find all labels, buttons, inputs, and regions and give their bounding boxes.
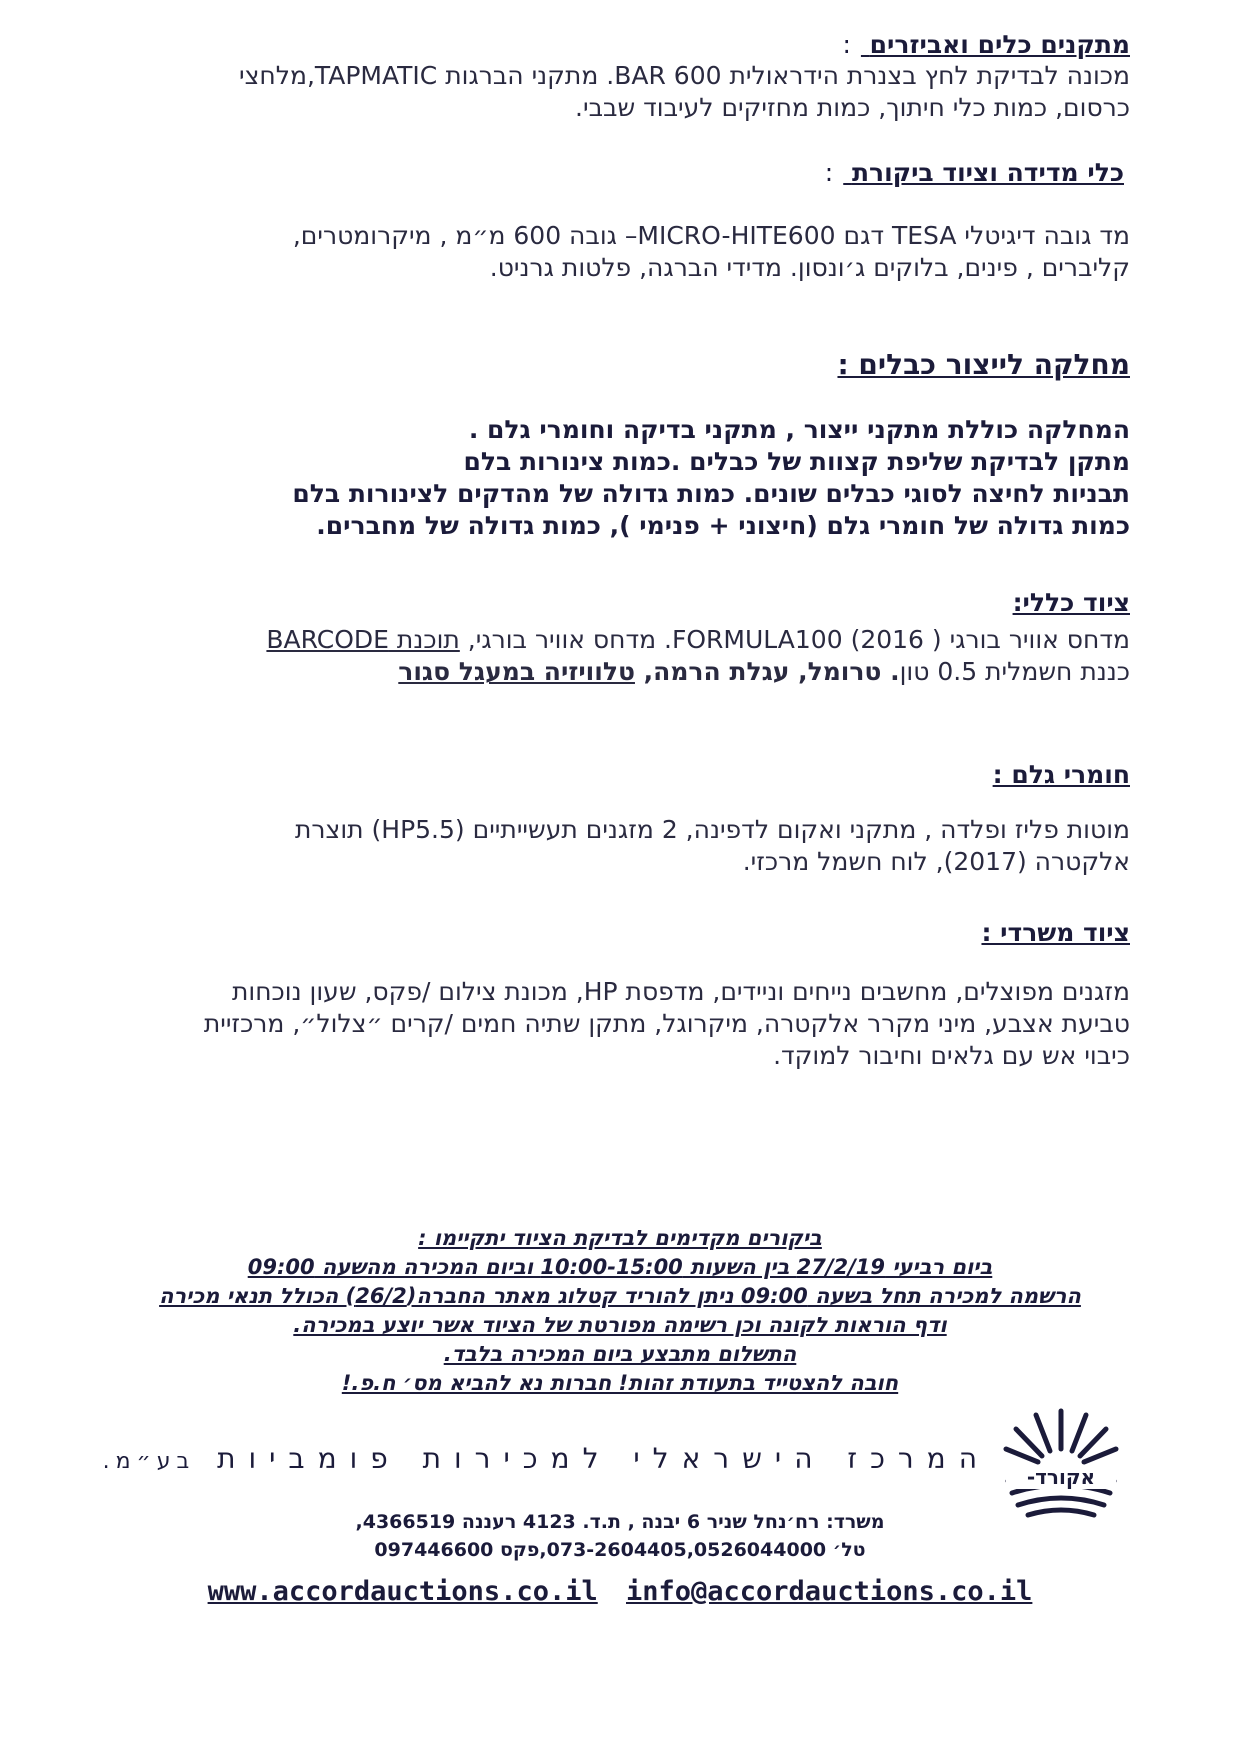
tools-line-2: כרסום, כמות כלי חיתוך, כמות מחזיקים לעיבוד שבבי.	[575, 93, 1130, 122]
general-line-2: כננת חשמלית 0.5 טון. טרומל, עגלת הרמה, טלוויזיה במעגל סגור	[398, 657, 1130, 686]
notice-line-1: ביקורים מקדימים לבדיקת הציוד יתקיימו :	[418, 1226, 822, 1250]
general-section	[110, 588, 1130, 688]
cables-lines	[110, 414, 1130, 542]
notice-line-2: ביום רביעי 27/2/19 בין השעות 10:00-15:00 וביום המכירה מהשעה 09:00	[247, 1255, 993, 1279]
office-line-1: מזגנים מפוצלים, מחשבים נייחים וניידים, מדפסת HP, מכונת צילום /פקס, שעון נוכחות	[231, 977, 1130, 1006]
cables-line-2: מתקן לבדיקת שליפת קצוות של כבלים .כמות צינורות בלם	[463, 447, 1130, 476]
measuring-line-2: קליברים , פינים, בלוקים ג׳ונסון. מדידי הברגה, פלטות גרניט.	[489, 253, 1130, 282]
phone-fax: טל׳ 073-2604405,0526044000,פקס 097446600	[374, 1539, 866, 1561]
measuring-section	[110, 158, 1130, 284]
raw-line-1: מוטות פליז ופלדה , מתקני ואקום לדפינה, 2 מזגנים תעשייתיים (HP5.5) תוצרת	[294, 815, 1130, 844]
office-address: משרד: רח׳נחל שניר 6 יבנה , ת.ד. 4123 רעננה 4366519,	[355, 1511, 885, 1533]
raw-line-2: אלקטרה (2017), לוח חשמל מרכזי.	[742, 847, 1130, 876]
company-logo	[1002, 1405, 1120, 1523]
website-link[interactable]: www.accordauctions.co.il	[207, 1576, 598, 1607]
office-section	[110, 918, 1130, 1072]
organization-name: המרכז הישראלי למכירות פומביות בע״מ.	[102, 1442, 990, 1475]
cables-heading: מחלקה לייצור כבלים :	[837, 348, 1130, 381]
cables-line-1: המחלקה כוללת מתקני ייצור , מתקני בדיקה וחומרי גלם .	[468, 415, 1130, 444]
contact-links	[0, 1576, 1240, 1607]
measuring-heading: כלי מדידה וציוד ביקורת :	[824, 158, 1124, 187]
tools-heading: מתקנים כלים ואביזרים :	[842, 30, 1130, 59]
raw-heading: חומרי גלם :	[992, 760, 1130, 789]
notice-line-3: הרשמה למכירה תחל בשעה 09:00 ניתן להוריד קטלוג מאתר החברה(26/2) הכולל תנאי מכירה	[159, 1284, 1081, 1308]
general-line-1: מדחס אוויר בורגי FORMULA100 (2016 ). מדחס אוויר בורגי, תוכנת BARCODE	[266, 625, 1130, 654]
general-heading: ציוד כללי:	[1012, 588, 1130, 617]
office-line-2: טביעת אצבע, מיני מקרר אלקטרה, מיקרוגל, מתקן שתיה חמים /קרים ״צלול״, מרכזיית	[203, 1009, 1130, 1038]
tools-section	[110, 30, 1130, 124]
sunburst-logo-icon	[1002, 1405, 1120, 1523]
cables-section	[110, 348, 1130, 542]
notice-line-6: חובה להצטייד בתעודת זהות! חברות נא להביא מס׳ ח.פ.!	[341, 1371, 899, 1395]
cctv: טלוויזיה במעגל סגור	[398, 657, 635, 686]
cables-line-3: תבניות לחיצה לסוגי כבלים שונים. כמות גדולה של מהדקים לצינורות בלם	[292, 479, 1130, 508]
notice-line-5: התשלום מתבצע ביום המכירה בלבד.	[443, 1342, 797, 1366]
raw-section	[110, 760, 1130, 878]
cables-line-4: כמות גדולה של חומרי גלם (חיצוני + פנימי ), כמות גדולה של מחברים.	[316, 511, 1130, 540]
notice-line-4: ודף הוראות לקונה וכן רשימה מפורטת של הציוד אשר יוצע במכירה.	[293, 1313, 947, 1337]
office-line-3: כיבוי אש עם גלאים וחיבור למוקד.	[773, 1041, 1130, 1070]
email-link[interactable]: info@accordauctions.co.il	[626, 1576, 1033, 1607]
svg-text:אקורד-: אקורד-	[1026, 1465, 1096, 1489]
office-heading: ציוד משרדי :	[981, 918, 1130, 947]
measuring-line-1: מד גובה דיגיטלי TESA דגם MICRO-HITE600– גובה 600 מ״מ , מיקרומטרים,	[292, 221, 1130, 250]
tools-line-1: מכונה לבדיקת לחץ בצנרת הידראולית BAR 600. מתקני הברגות TAPMATIC,מלחצי	[239, 61, 1130, 90]
barcode-software: תוכנת BARCODE	[266, 625, 460, 654]
